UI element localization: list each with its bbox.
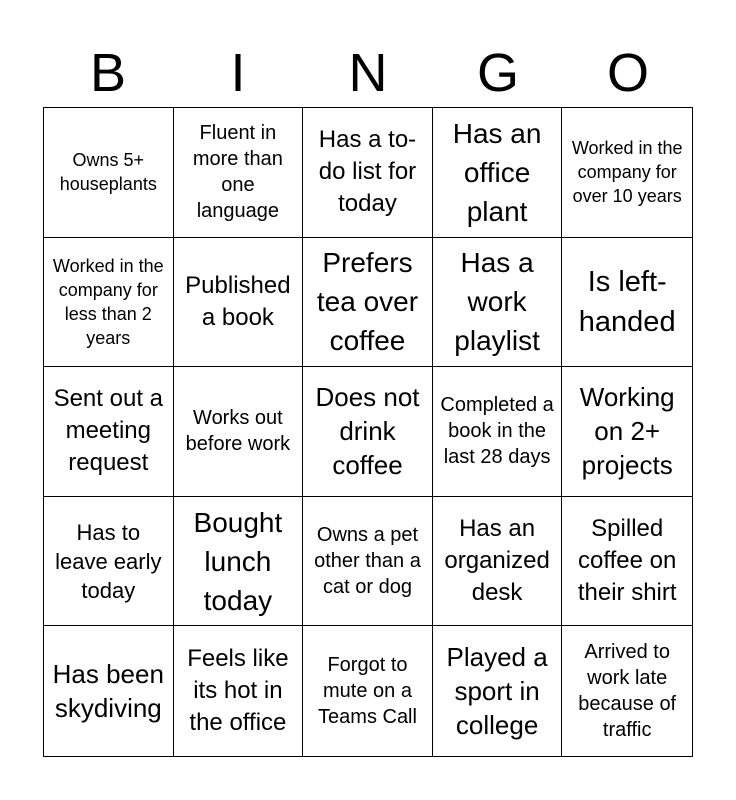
- bingo-header: [43, 40, 693, 106]
- cell-text: Working on 2+ projects: [579, 382, 675, 481]
- bingo-cell-r2c5[interactable]: [562, 238, 692, 368]
- bingo-cell-r3c5[interactable]: [562, 367, 692, 497]
- header-letter-n: N: [348, 43, 388, 103]
- cell-text: Worked in the company for over 10 years: [571, 138, 683, 207]
- bingo-cell-r4c5[interactable]: [562, 497, 692, 627]
- bingo-cell-r1c1[interactable]: [44, 108, 174, 238]
- cell-text: Forgot to mute on a Teams Call: [318, 654, 417, 729]
- cell-text: Completed a book in the last 28 days: [440, 394, 554, 469]
- cell-text: Arrived to work late because of traffic: [578, 641, 677, 742]
- bingo-cell-r4c2[interactable]: [174, 497, 304, 627]
- bingo-cell-r5c1[interactable]: [44, 626, 174, 756]
- bingo-cell-r5c4[interactable]: [433, 626, 563, 756]
- cell-text: Owns 5+ houseplants: [59, 150, 157, 195]
- bingo-cell-r5c2[interactable]: [174, 626, 304, 756]
- cell-text: Has a work playlist: [454, 247, 540, 357]
- header-letter-g: G: [476, 43, 519, 103]
- cell-text: Does not drink coffee: [315, 382, 420, 481]
- cell-text: Sent out a meeting request: [53, 385, 163, 477]
- bingo-cell-r1c2[interactable]: [174, 108, 304, 238]
- bingo-cell-r2c2[interactable]: [174, 238, 304, 368]
- bingo-cell-r3c3[interactable]: [303, 367, 433, 497]
- header-letter-o: O: [606, 43, 649, 103]
- bingo-board: [43, 107, 693, 757]
- cell-text: Fluent in more than one language: [192, 122, 283, 223]
- bingo-cell-r2c1[interactable]: [44, 238, 174, 368]
- bingo-cell-r3c1[interactable]: [44, 367, 174, 497]
- bingo-cell-r1c5[interactable]: [562, 108, 692, 238]
- bingo-cell-r2c4[interactable]: [433, 238, 563, 368]
- cell-text: Has to leave early today: [55, 519, 162, 603]
- bingo-cell-r5c5[interactable]: [562, 626, 692, 756]
- cell-text: Spilled coffee on their shirt: [577, 515, 677, 607]
- bingo-cell-r2c3[interactable]: [303, 238, 433, 368]
- cell-text: Published a book: [185, 271, 291, 331]
- cell-text: Has an organized desk: [444, 515, 550, 607]
- bingo-cell-r3c4[interactable]: [433, 367, 563, 497]
- cell-text: Has been skydiving: [52, 659, 164, 724]
- header-letter-b: B: [89, 43, 127, 103]
- cell-text: Prefers tea over coffee: [316, 247, 419, 357]
- cell-text: Feels like its hot in the office: [187, 645, 289, 737]
- cell-text: Worked in the company for less than 2 years: [52, 255, 164, 348]
- bingo-cell-r4c4[interactable]: [433, 497, 563, 627]
- cell-text: Played a sport in college: [446, 642, 548, 741]
- bingo-cell-r1c3[interactable]: [303, 108, 433, 238]
- cell-text: Works out before work: [185, 407, 291, 456]
- cell-text: Bought lunch today: [193, 506, 283, 616]
- bingo-cell-r5c3[interactable]: [303, 626, 433, 756]
- cell-text: Owns a pet other than a cat or dog: [314, 524, 421, 599]
- cell-text: Has a to-do list for today: [318, 126, 417, 218]
- cell-text: Is left-handed: [578, 265, 676, 338]
- bingo-cell-r1c4[interactable]: [433, 108, 563, 238]
- bingo-cell-r4c1[interactable]: [44, 497, 174, 627]
- bingo-cell-r3c2[interactable]: [174, 367, 304, 497]
- bingo-cell-r4c3[interactable]: [303, 497, 433, 627]
- cell-text: Has an office plant: [452, 117, 542, 227]
- header-letter-i: I: [230, 43, 246, 103]
